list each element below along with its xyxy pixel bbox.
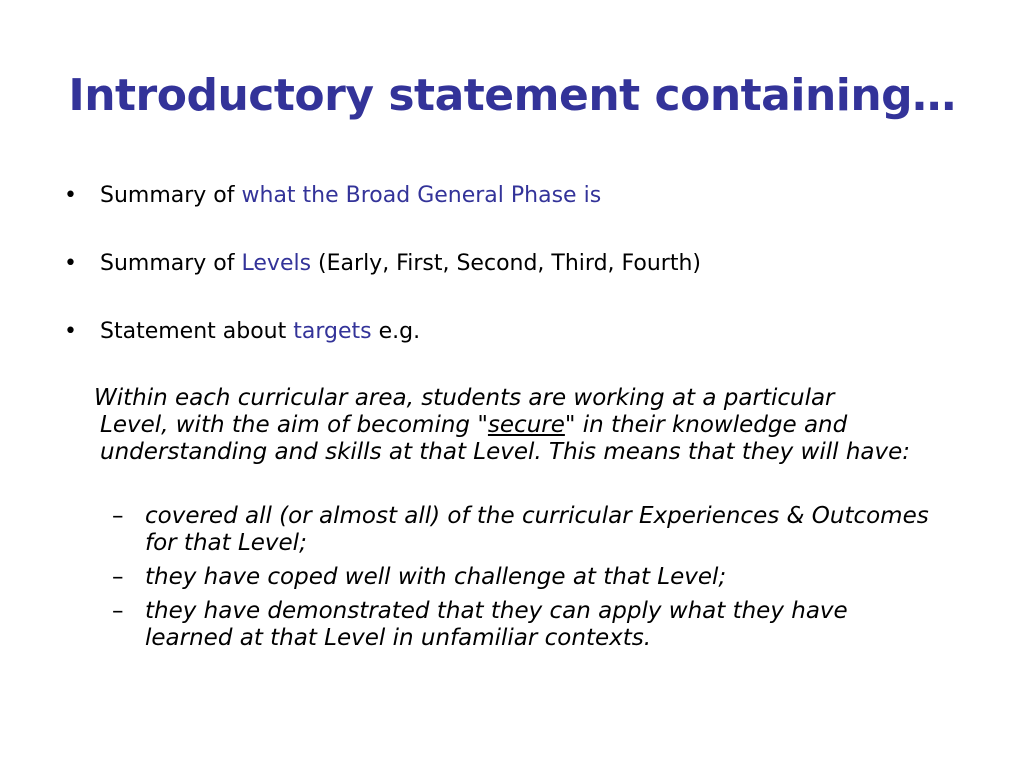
sub-item-text: covered all (or almost all) of the curricular Experiences & Outcomes for that Level; [145,503,929,556]
bullet-suffix: (Early, First, Second, Third, Fourth) [311,251,701,276]
bullet-marker: • [64,183,77,208]
bullet-highlight: Levels [241,251,312,276]
sub-list-item [112,503,932,559]
bullet-prefix: Summary of [100,251,242,276]
sub-item-text: they have coped well with challenge at that Level; [145,564,727,590]
bullet-prefix: Summary of [100,183,242,208]
dash-marker: – [112,598,124,624]
bullet-highlight: what the Broad General Phase is [241,183,602,208]
bullet-suffix: e.g. [371,319,421,344]
bullet-highlight: targets [293,319,372,344]
dash-marker: – [112,503,124,529]
bullet-prefix: Statement about [100,319,294,344]
quote-paragraph [94,385,950,466]
bullet-text [100,315,420,349]
quote-secure-word: secure [487,412,565,438]
bullet-text [100,247,701,281]
sub-list-item [112,564,932,594]
bullet-marker: • [64,319,77,344]
quote-before-secure: Level, with the aim of becoming " [100,412,488,438]
bullet-marker: • [64,251,77,276]
slide-title: Introductory statement containing… [68,70,956,121]
quote-first-line: Within each curricular area, students are working at a particular [94,385,835,411]
quote-after-secure: " in their knowledge and understanding and skills at that Level. This means that they will have: [100,412,911,465]
dash-marker: – [112,564,124,590]
bullet-text [100,179,601,213]
sub-item-text: they have demonstrated that they can apply what they have learned at that Level in unfamiliar contexts. [145,598,848,651]
sub-list-item [112,598,932,654]
